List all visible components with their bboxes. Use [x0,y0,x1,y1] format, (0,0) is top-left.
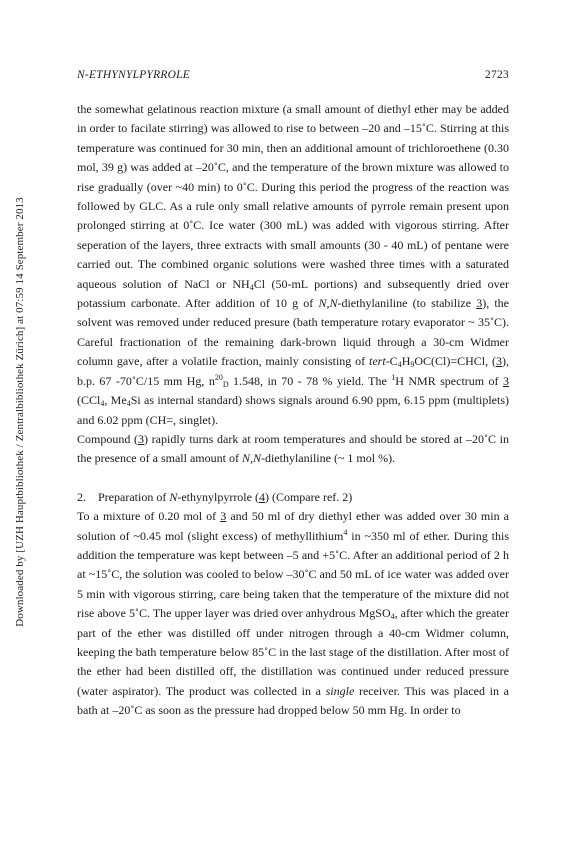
text-run: ), the solvent was removed under reduced presure (bath temperature rotary evaporator ~ 35˚C). Careful fractionation of the remaining dark-brown liquid through a 30-cm Widmer column gave, after a volatile fraction, mainly consisting of [77,296,510,369]
text-run: the somewhat gelatinous reaction mixture (a small amount of diethyl ether may be added in order to facilate stirring) was allowed to rise to between –20 and –15˚C. Stirring at this temperature was continued for 30 min, then an additional amount of trichloroethene (0.30 mol, 39 g) was added at –20˚C, and the temperature of the brown mixture was allowed to rise gradually (over ~40 min) to 0˚C. During this period the progress of the reaction was followed by GLC. As a rule only small relative amounts of pyrrole remain present upon prolonged stirring at 0˚C. Ice water (300 mL) was added with vigorous stirring. After seperation of the layers, three extracts with small amounts (30 - 40 mL) of pentane were carried out. The combined organic solutions were washed three times with a saturated aqueous solution of NaCl or NH [77,102,509,291]
italic-run: N,N [318,296,338,311]
paragraph-procedure-continued [77,100,509,430]
compound-ref: 3 [476,296,483,311]
paragraph-storage-note [77,430,509,469]
text-run: ) rapidly turns dark at room temperatures and should be stored at –20˚C in the presence of a small amount of [77,431,509,466]
compound-ref: 3 [138,431,145,446]
text-run: receiver. This was placed in a bath at –20˚C as soon as the pressure had dropped below 50 mm Hg. In order to [77,683,509,718]
running-title: N-ETHYNYLPYRROLE [77,69,191,81]
text-run: OC(Cl)=CHCl, ( [414,354,496,369]
text-run: Preparation of [98,489,170,504]
page-header [77,69,509,81]
superscript: 1 [391,372,396,382]
italic-run: single [325,683,355,698]
text-run: ), b.p. 67 -70˚C/15 mm Hg, n [77,354,509,388]
compound-ref: 3 [220,509,227,524]
download-watermark-margin [0,0,40,865]
page-number: 2723 [485,69,509,81]
text-run: H [401,354,411,369]
text-run: (CCl [77,393,101,408]
section-number: 2. [77,489,86,504]
subscript: 4 [126,399,131,409]
text-run: Cl (50-mL portions) and subsequently dried over potassium carbonate. After addition of 10 g of [77,276,510,311]
compound-ref: 3 [502,373,509,388]
text-run: and 50 ml of dry diethyl ether was added over 30 min a solution of ~0.45 mol (slight excess) of methyllithium [77,509,509,543]
text-run: Si as internal standard) shows signals around 6.90 ppm, 6.15 ppm (multiplets) and 6.02 ppm (CH=, singlet). [77,393,510,427]
text-run: ) (Compare ref. 2) [264,489,353,504]
italic-run: tert [369,354,386,369]
download-note: Downloaded by [UZH Hauptbibliothek / Zentralbibliothek Zürich] at 07:59 14 September 2013 [14,197,26,627]
superscript: 20 [214,372,223,382]
subscript: 4 [397,360,402,370]
italic-run: N [169,489,178,504]
text-run: -ethynylpyrrole ( [177,489,259,504]
paragraph-preparation [77,507,509,720]
subscript: 4 [100,399,105,409]
text-run: -diethylaniline (~ 1 mol %). [260,451,396,466]
section-heading [77,488,509,507]
text-run: Compound ( [77,431,139,446]
reference-superscript: 4 [343,527,348,537]
italic-run: N,N [241,451,261,466]
text-run: -diethylaniline (to stabilize [337,296,477,311]
article-body [77,100,509,721]
subscript: D [222,379,229,389]
text-run: in ~350 ml of ether. During this addition the temperature was kept between –5 and +5˚C. After an additional period of 2 h at ~15˚C, the solution was cooled to below –30˚C and 50 mL of ice water was added over 5 min with vigorous stirring, care being taken that the temperature of the mixture did not rise above 5˚C. The upper layer was dried over anhydrous MgSO [77,528,509,621]
compound-ref: 3 [496,354,502,369]
subscript: 4 [390,612,395,622]
text-run: , Me [104,393,127,408]
subscript: 9 [410,360,415,370]
text-run: -C [385,354,398,369]
subscript: 4 [249,282,254,292]
text-run: To a mixture of 0.20 mol of [77,509,221,524]
text-run: , after which the greater part of the ether was distilled off under nitrogen through a 40-cm Widmer column, keeping the bath temperature below 85˚C in the last stage of the distillation. After most of the ether had been distilled off, the distillation was continued under reduced pressure (water aspirator). The product was collected in a [77,606,509,698]
compound-ref: 4 [258,489,265,504]
text-run: H NMR spectrum of [395,373,503,388]
text-run: 1.548, in 70 - 78 % yield. The [228,373,392,388]
